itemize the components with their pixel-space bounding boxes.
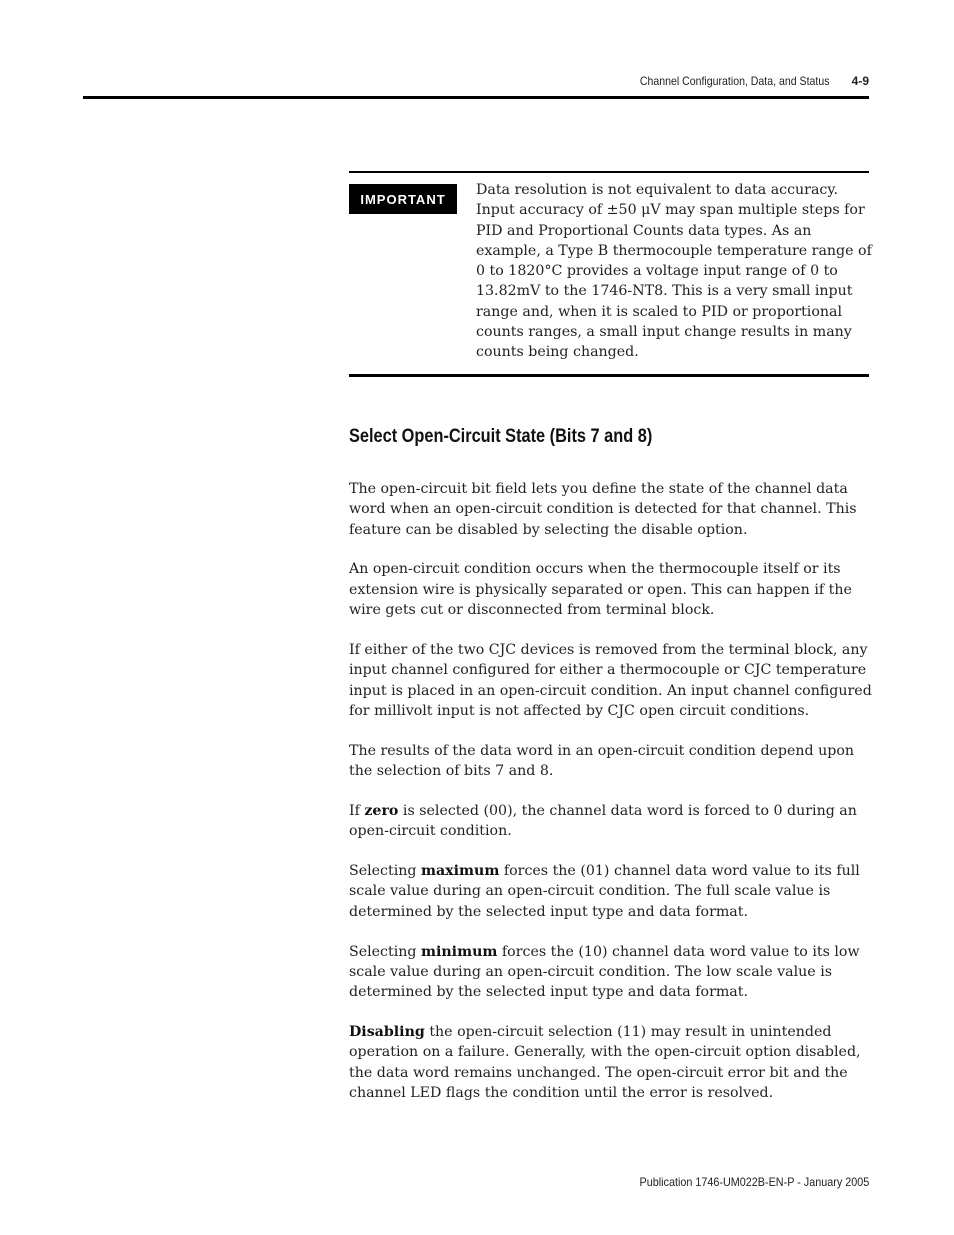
important-text: Data resolution is not equivalent to data accuracy. Input accuracy of ±50 μV may span multiple steps for PID and Proportional Counts data types. As an example, a Type B thermocouple temperature range of 0 to 1820°C provides a voltage input range of 0 to 13.82mV to the 1746-NT8. This is a very small input range and, when it is scaled to PID or proportional counts ranges, a small input change results in many counts being changed. bbox=[476, 182, 872, 361]
publication-footer: Publication 1746-UM022B-EN-P - January 2005 bbox=[639, 1175, 869, 1189]
paragraph-minimum: Selecting minimum forces the (10) channel data word value to its low scale value during an open-circuit condition. The low scale value is determined by the selected input type and data format. bbox=[349, 943, 860, 1001]
header-divider bbox=[83, 96, 869, 99]
running-header: Channel Configuration, Data, and Status bbox=[639, 74, 829, 88]
page-number: 4-9 bbox=[851, 74, 869, 88]
important-label: IMPORTANT bbox=[349, 184, 457, 214]
term-minimum: minimum bbox=[420, 943, 498, 960]
term-maximum: maximum bbox=[420, 863, 500, 880]
term-zero: zero bbox=[364, 802, 399, 819]
important-box-top-rule bbox=[349, 171, 869, 173]
paragraph-data-word-results: The results of the data word in an open-circuit condition depend upon the selection of bits 7 and 8. bbox=[349, 742, 855, 780]
paragraph-open-circuit-condition: An open-circuit condition occurs when the thermocouple itself or its extension wire is physically separated or open. This can happen if the wire gets cut or disconnected from terminal block. bbox=[349, 561, 852, 619]
section-heading: Select Open-Circuit State (Bits 7 and 8) bbox=[349, 426, 653, 447]
paragraph-zero: If zero is selected (00), the channel data word is forced to 0 during an open-circuit condition. bbox=[349, 802, 857, 840]
section-body bbox=[349, 479, 873, 1123]
term-disabling: Disabling bbox=[349, 1024, 425, 1041]
paragraph-cjc-devices: If either of the two CJC devices is removed from the terminal block, any input channel configured for either a thermocouple or CJC temperature input is placed in an open-circuit condition. An input channel configured for millivolt input is not affected by CJC open circuit conditions. bbox=[349, 641, 872, 719]
important-box-bottom-rule bbox=[349, 374, 869, 377]
paragraph-open-circuit-bit-field: The open-circuit bit field lets you define the state of the channel data word when an open-circuit condition is detected for that channel. This feature can be disabled by selecting the disable option. bbox=[349, 481, 857, 538]
paragraph-disabling: Disabling the open-circuit selection (11) may result in unintended operation on a failure. Generally, with the open-circuit option disabled, the data word remains unchanged. The open-circuit error bit and the channel LED flags the condition until the error is resolved. bbox=[349, 1024, 861, 1101]
paragraph-maximum: Selecting maximum forces the (01) channel data word value to its full scale value during an open-circuit condition. The full scale value is determined by the selected input type and data format. bbox=[349, 863, 860, 920]
